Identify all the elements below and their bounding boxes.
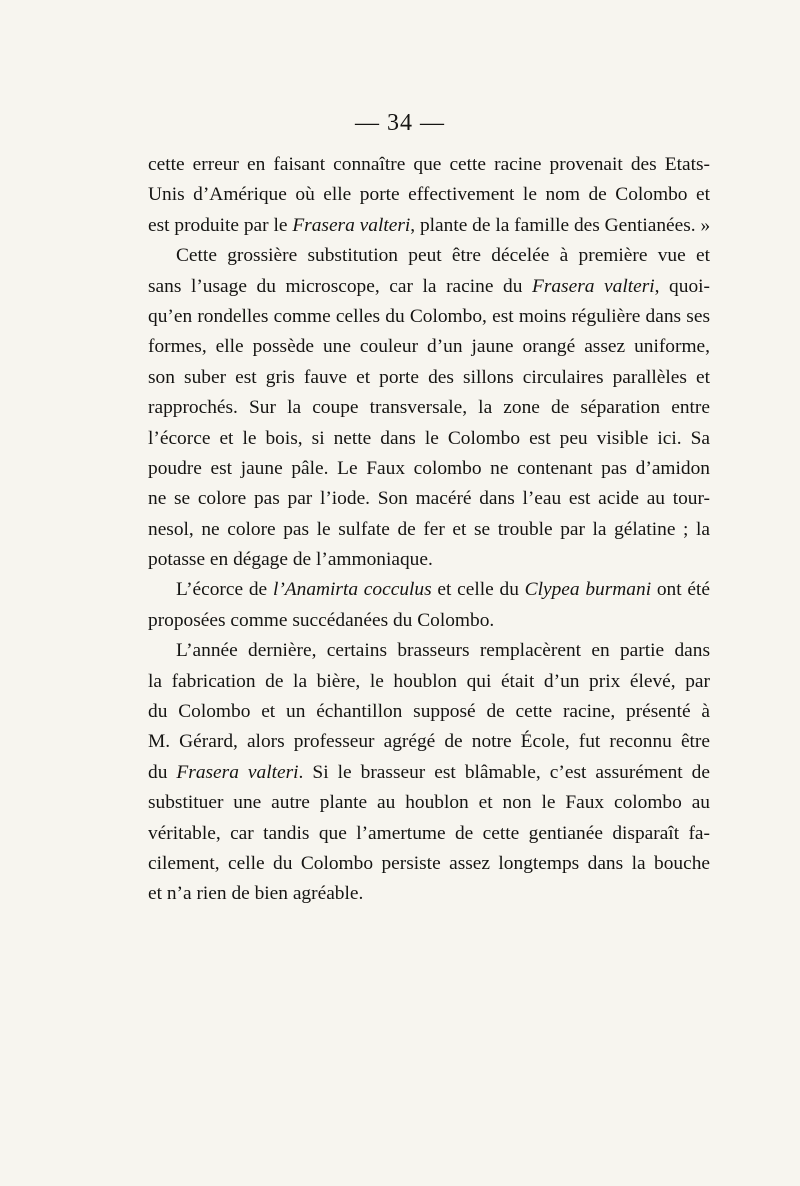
text-line [148,697,710,727]
text-line [148,241,710,271]
body-text [148,150,710,910]
italic-text: l’Anamirta cocculus [272,579,432,601]
text-line [148,424,710,454]
page-number: — 34 — [355,110,445,136]
text-segment: sans l’usage du microscope, car la racine du [148,275,532,297]
text-segment: nesol, ne colore pas le sulfate de fer et se trouble par la gélatine ; la [148,518,710,540]
text-segment: du Colombo et un échantillon supposé de cette racine, présenté à [148,701,710,723]
text-line [148,636,710,666]
text-segment: son suber est gris fauve et porte des sillons circulaires parallèles et [148,366,710,388]
text-segment: , plante de la famille des Gentianées. » [410,214,711,236]
text-line [148,302,710,332]
text-segment: ont été [651,579,710,601]
text-line [148,727,710,757]
text-segment: . Si le brasseur est blâmable, c’est assurément de [298,761,710,783]
text-line [148,667,710,697]
text-segment: qu’en rondelles comme celles du Colombo, est moins régulière dans ses [148,305,710,327]
text-line [148,879,710,909]
text-segment: , quoi- [654,275,710,297]
text-segment: Unis d’Amérique où elle porte effectivement le nom de Colombo et [148,184,710,206]
text-line [148,758,710,788]
text-line [148,545,710,575]
text-line [148,363,710,393]
text-line [148,393,710,423]
text-line [148,819,710,849]
text-segment: M. Gérard, alors professeur agrégé de notre École, fut reconnu être [148,731,710,753]
text-segment: du [148,761,177,783]
text-segment: substituer une autre plante au houblon et non le Faux colombo au [148,792,710,814]
text-segment: proposées comme succédanées du Colombo. [148,609,495,631]
text-line [148,515,710,545]
text-line [148,788,710,818]
italic-text: Frasera valteri [531,275,655,297]
text-line [148,150,710,180]
text-segment: L’année dernière, certains brasseurs remplacèrent en partie dans [176,640,710,662]
text-line [148,272,710,302]
text-line [148,849,710,879]
italic-text: Frasera valteri [176,761,299,783]
text-segment: formes, elle possède une couleur d’un jaune orangé assez uniforme, [148,336,710,358]
text-line [148,180,710,210]
text-line [148,332,710,362]
text-line [148,606,710,636]
text-line [148,575,710,605]
text-segment: poudre est jaune pâle. Le Faux colombo ne contenant pas d’amidon [148,457,710,479]
text-segment: la fabrication de la bière, le houblon qui était d’un prix élevé, par [148,670,710,692]
text-segment: véritable, car tandis que l’amertume de cette gentianée disparaît fa- [148,822,710,844]
text-segment: cilement, celle du Colombo persiste assez longtemps dans la bouche [148,852,710,874]
text-line [148,211,710,241]
text-line [148,454,710,484]
text-segment: rapprochés. Sur la coupe transversale, la zone de séparation entre [148,397,710,419]
text-segment: potasse en dégage de l’ammoniaque. [148,549,433,571]
italic-text: Clypea burmani [524,579,652,601]
text-line [148,484,710,514]
text-segment: et celle du [431,579,525,601]
text-segment: Cette grossière substitution peut être décelée à première vue et [176,245,710,267]
text-segment: L’écorce de [176,579,273,601]
text-segment: cette erreur en faisant connaître que cette racine provenait des Etats- [148,154,710,175]
text-segment: l’écorce et le bois, si nette dans le Colombo est peu visible ici. Sa [148,427,710,449]
text-segment: et n’a rien de bien agréable. [148,883,364,905]
italic-text: Frasera valteri [292,214,411,236]
text-segment: ne se colore pas par l’iode. Son macéré dans l’eau est acide au tour- [148,488,710,510]
text-segment: est produite par le [148,214,293,236]
